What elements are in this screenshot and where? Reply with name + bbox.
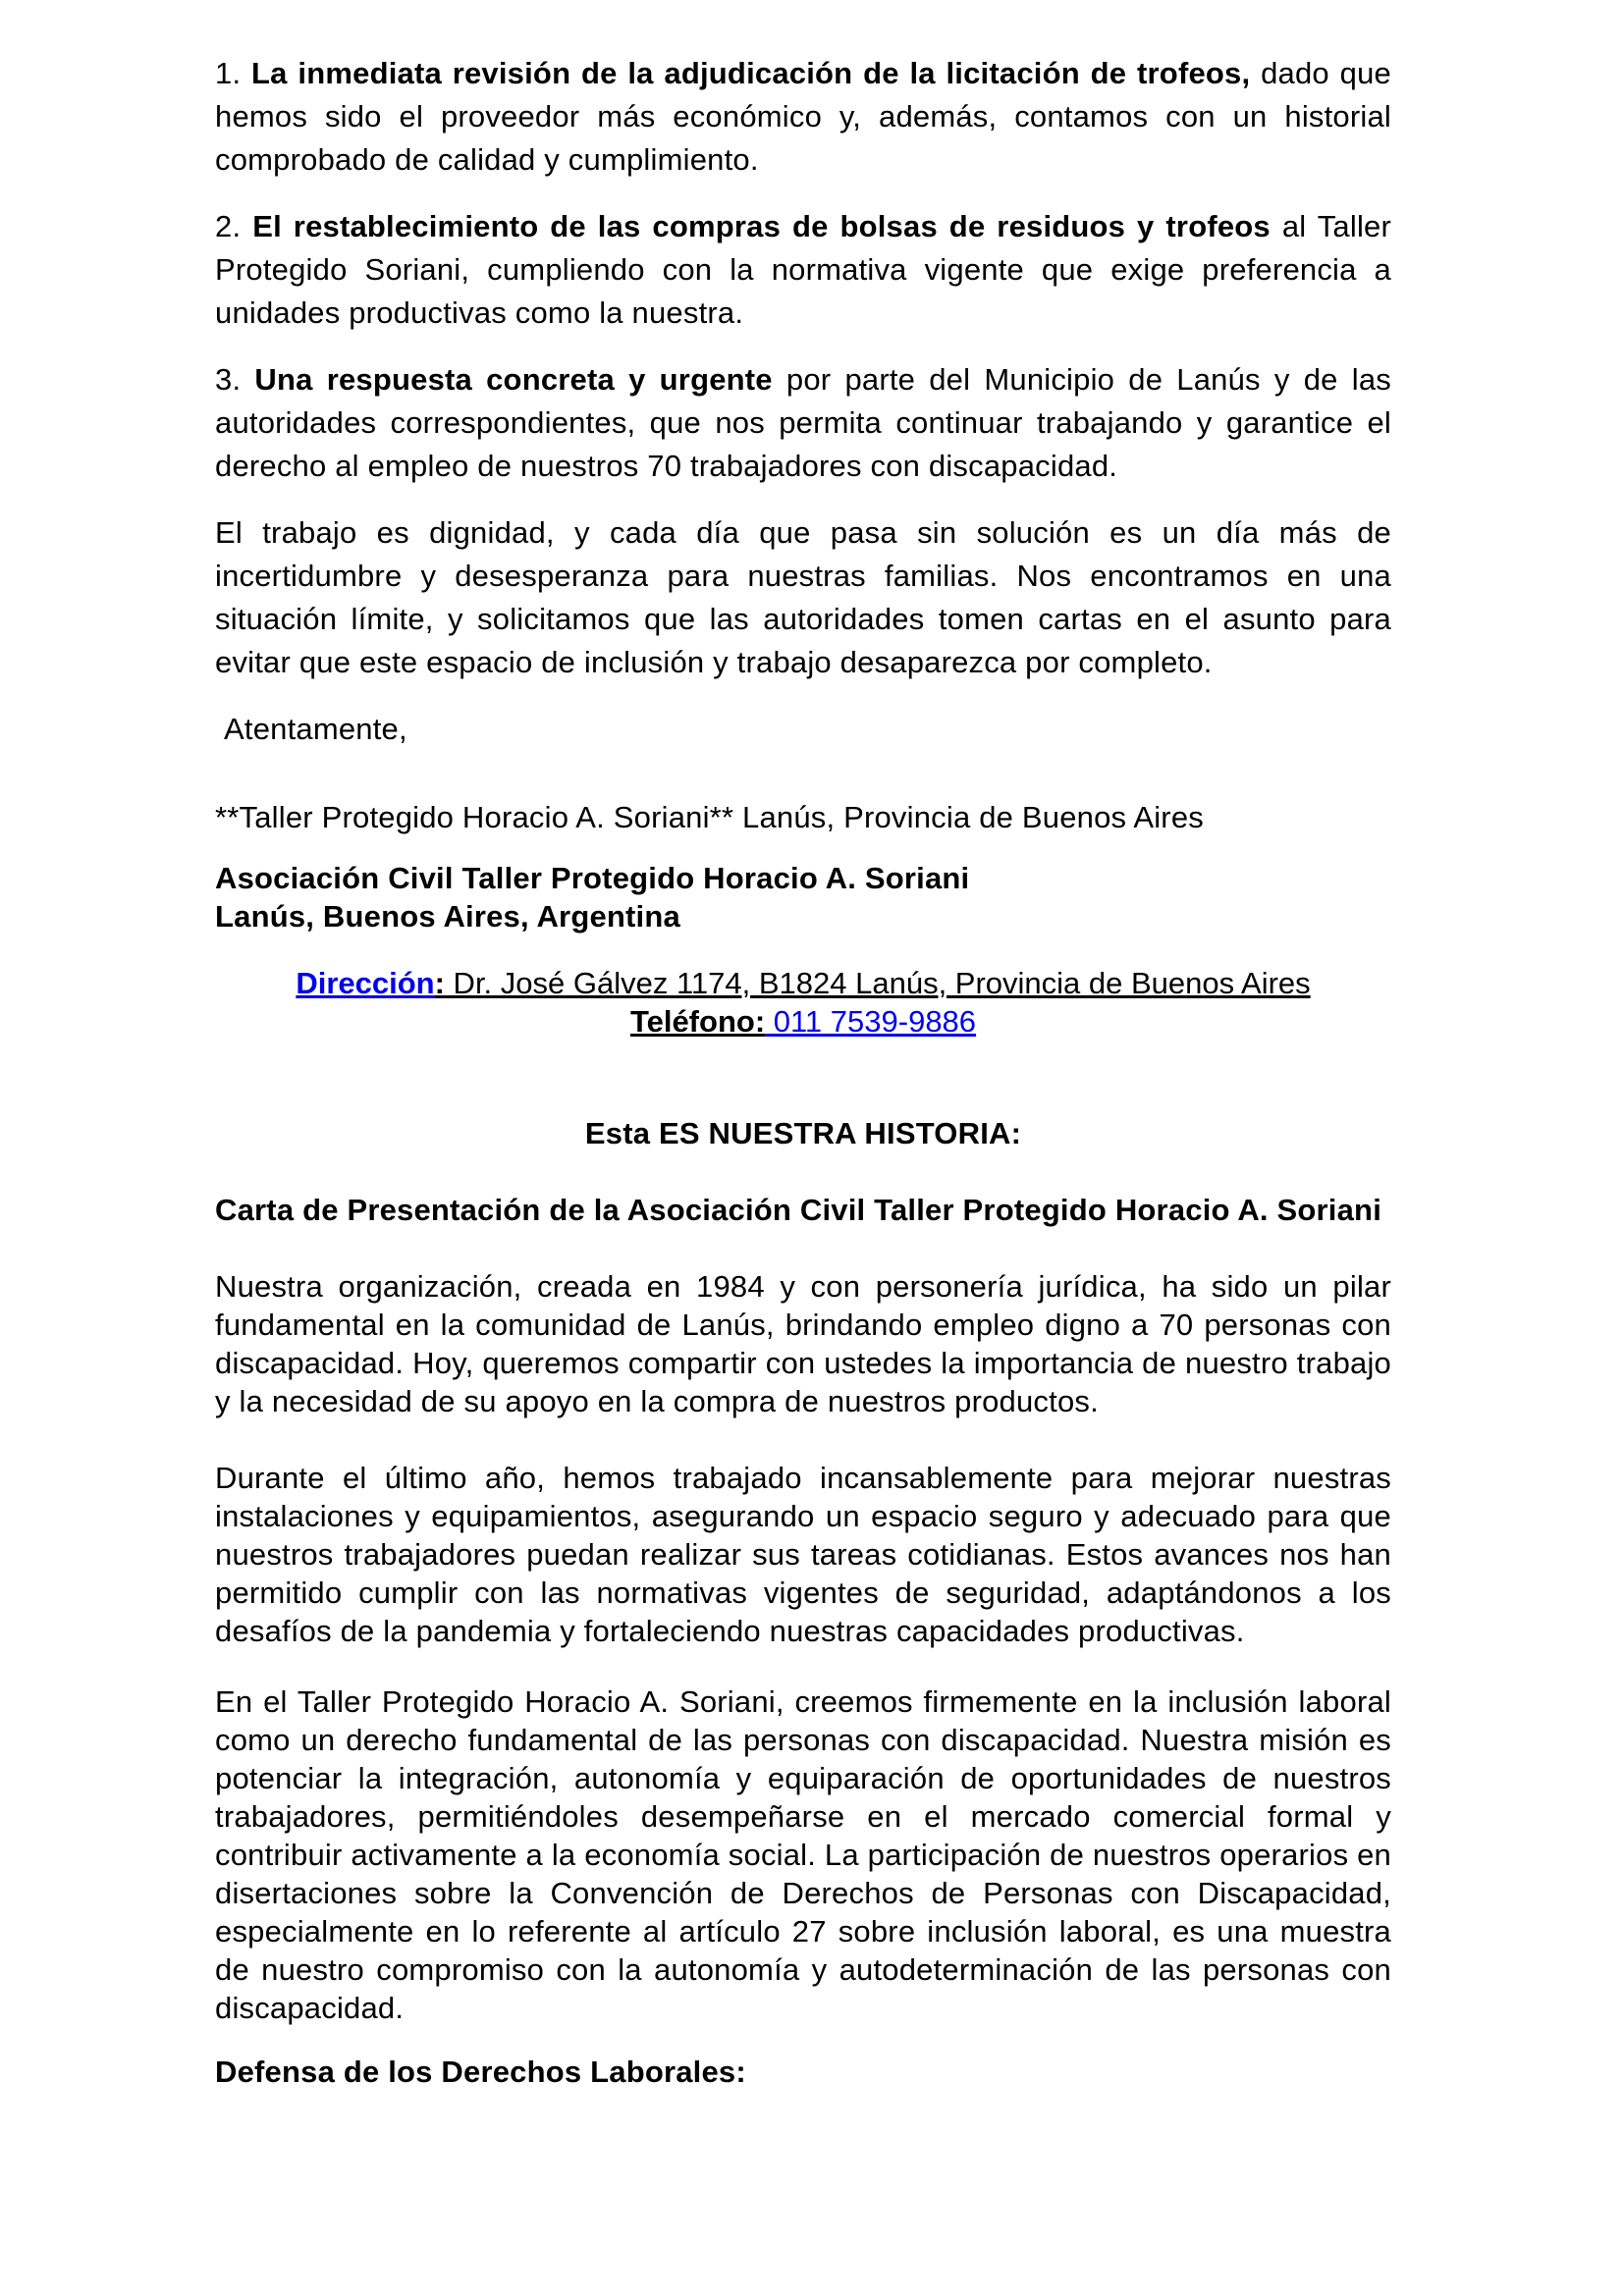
signoff-line: Atentamente, — [224, 712, 407, 746]
address-value: Dr. José Gálvez 1174, B1824 Lanús, Provincia de Buenos Aires — [444, 966, 1311, 1000]
paragraph-organization: Nuestra organización, creada en 1984 y con personería jurídica, ha sido un pilar fundamental en la comunidad de Lanús, brindando empleo digno a 70 personas con discapacidad. Hoy, queremos compartir con ustedes la importancia de nuestro trabajo y la necesidad de su apoyo en la compra de nuestros productos. — [215, 1269, 1391, 1418]
address-label-link[interactable]: Dirección — [296, 966, 435, 1000]
item-number: 1. — [215, 56, 252, 90]
paragraph-inclusion: En el Taller Protegido Horacio A. Soriani, creemos firmemente en la inclusión laboral como un derecho fundamental de las personas con discapacidad. Nuestra misión es potenciar la integración, autonomía y equiparación de oportunidades de nuestros trabajadores, permitiéndoles desempeñarse en el mercado comercial formal y contribuir activamente a la economía social. La participación de nuestros operarios en disertaciones sobre la Convención de Derechos de Personas con Discapacidad, especialmente en lo referente al artículo 27 sobre inclusión laboral, es una muestra de nuestro compromiso con la autonomía y autodeterminación de las personas con discapacidad. — [215, 1684, 1391, 2025]
numbered-item-3 — [215, 358, 1391, 488]
item-number: 3. — [215, 362, 255, 397]
paragraph-last-year: Durante el último año, hemos trabajado incansablemente para mejorar nuestras instalaciones y equipamientos, asegurando un espacio seguro y adecuado para que nuestros trabajadores puedan realizar sus tareas cotidianas. Estos avances nos han permitido cumplir con las normativas vigentes de seguridad, adaptándonos a los desafíos de la pandemia y fortaleciendo nuestras capacidades productivas. — [215, 1461, 1391, 1648]
history-heading: Esta ES NUESTRA HISTORIA: — [584, 1116, 1022, 1150]
labor-rights-heading: Defensa de los Derechos Laborales: — [215, 2055, 746, 2089]
phone-label: Teléfono: — [629, 1004, 766, 1039]
numbered-item-1 — [215, 52, 1391, 182]
org-markdown-line: **Taller Protegido Horacio A. Soriani** Lanús, Provincia de Buenos Aires — [215, 800, 1204, 834]
item-rest-text: por parte del Municipio de Lanús y de las autoridades correspondientes, que nos permita continuar trabajando y garantice el derecho al empleo de nuestros 70 trabajadores con discapacidad. — [215, 362, 1391, 483]
item-rest-text: al Taller Protegido Soriani, cumpliendo con la normativa vigente que exige preferencia a unidades productivas como la nuestra. — [215, 209, 1391, 330]
item-number: 2. — [215, 209, 253, 243]
numbered-item-2 — [215, 205, 1391, 335]
org-location: Lanús, Buenos Aires, Argentina — [215, 899, 680, 934]
item-rest-text: dado que hemos sido el proveedor más económico y, además, contamos con un historial comprobado de calidad y cumplimiento. — [215, 56, 1391, 177]
phone-link[interactable]: 011 7539-9886 — [765, 1004, 977, 1039]
org-name-block — [215, 859, 1391, 935]
address-colon: : — [434, 966, 445, 1000]
org-name: Asociación Civil Taller Protegido Horacio A. Soriani — [215, 861, 970, 895]
item-bold-text: La inmediata revisión de la adjudicación de la licitación de trofeos, — [251, 56, 1251, 90]
phone-line — [215, 1002, 1391, 1041]
closing-paragraph: El trabajo es dignidad, y cada día que pasa sin solución es un día más de incertidumbre y desesperanza para nuestras familias. Nos encontramos en una situación límite, y solicitamos que las autoridades tomen cartas en el asunto para evitar que este espacio de inclusión y trabajo desaparezca por completo. — [215, 515, 1391, 679]
presentation-heading: Carta de Presentación de la Asociación Civil Taller Protegido Horacio A. Soriani — [215, 1193, 1382, 1227]
contact-block — [215, 964, 1391, 1041]
address-line — [215, 964, 1391, 1002]
item-bold-text: El restablecimiento de las compras de bolsas de residuos y trofeos — [252, 209, 1271, 243]
item-bold-text: Una respuesta concreta y urgente — [254, 362, 773, 397]
